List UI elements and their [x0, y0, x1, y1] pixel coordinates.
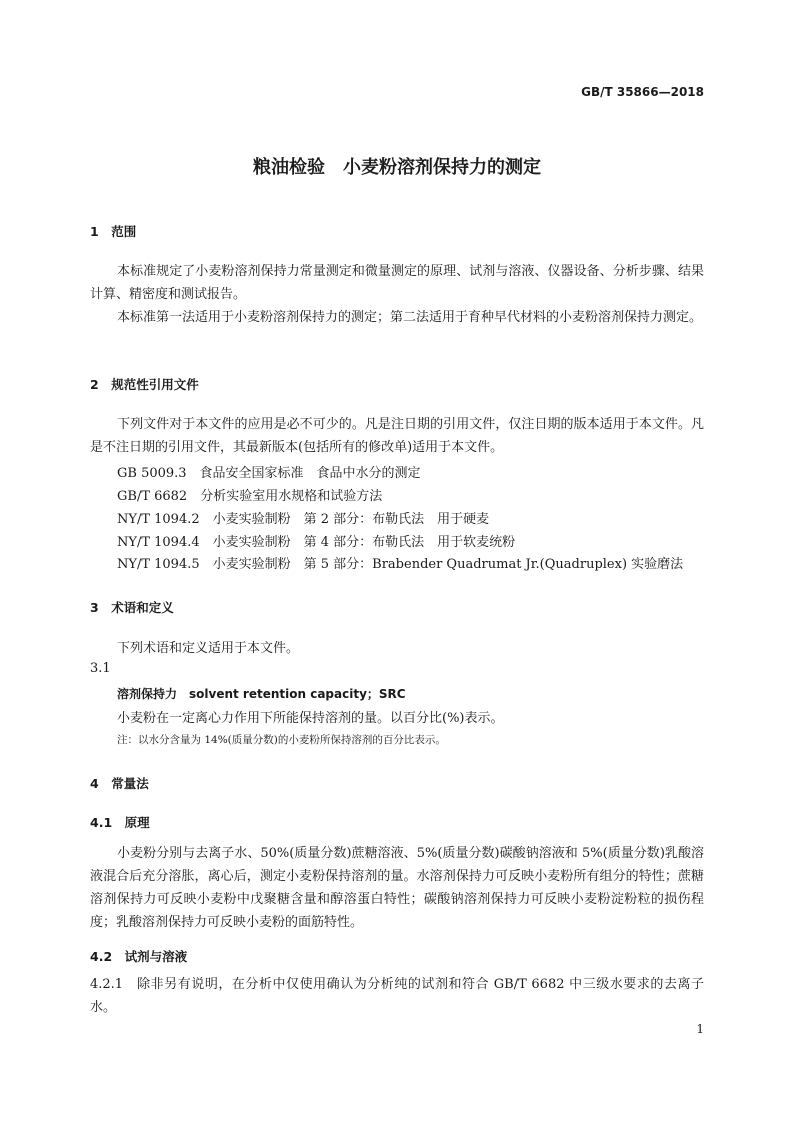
section-2-heading: 2 规范性引用文件: [90, 377, 199, 392]
section-2-paragraph: 下列文件对于本文件的应用是必不可少的。凡是注日期的引用文件，仅注日期的版本适用于本文件。凡是不注日期的引用文件，其最新版本(包括所有的修改单)适用于本文件。: [90, 417, 704, 455]
term-definition: 小麦粉在一定离心力作用下所能保持溶剂的量。以百分比(%)表示。: [117, 711, 504, 726]
page-number: 1: [696, 1022, 704, 1036]
document-title: 粮油检验 小麦粉溶剂保持力的测定: [253, 157, 541, 178]
reference-item: NY/T 1094.2 小麦实验制粉 第 2 部分：布勒氏法 用于硬麦: [117, 512, 490, 527]
subsection-4-1-paragraph: 小麦粉分别与去离子水、50%(质量分数)蔗糖溶液、5%(质量分数)碳酸钠溶液和 5%(质量分数)乳酸溶液混合后充分溶胀，离心后，测定小麦粉保持溶剂的量。水溶剂保持力可反映小麦粉所有组分的特性；蔗糖溶剂保持力可反映小麦粉中戊聚糖含量和醇溶蛋白特性；碳酸钠溶剂保持力可反映小麦粉淀粉粒的损伤程度；乳酸溶剂保持力可反映小麦粉的面筋特性。: [90, 846, 704, 930]
reference-item: GB 5009.3 食品安全国家标准 食品中水分的测定: [117, 466, 421, 481]
term-note: 注：以水分含量为 14%(质量分数)的小麦粉所保持溶剂的百分比表示。: [117, 734, 446, 746]
standard-number: GB/T 35866—2018: [581, 85, 704, 99]
subsection-4-1-heading: 4.1 原理: [90, 815, 150, 830]
section-1-paragraph-1: 本标准规定了小麦粉溶剂保持力常量测定和微量测定的原理、试剂与溶液、仪器设备、分析步骤、结果计算、精密度和测试报告。: [90, 264, 704, 302]
section-1-heading: 1 范围: [90, 224, 137, 239]
subsection-4-2-heading: 4.2 试剂与溶液: [90, 949, 188, 964]
reference-item: NY/T 1094.4 小麦实验制粉 第 4 部分：布勒氏法 用于软麦统粉: [117, 535, 516, 550]
section-3-heading: 3 术语和定义: [90, 600, 174, 615]
section-1-paragraph-2: 本标准第一法适用于小麦粉溶剂保持力的测定；第二法适用于育种早代材料的小麦粉溶剂保持力测定。: [117, 310, 703, 325]
clause-4-2-1-paragraph: 4.2.1 除非另有说明，在分析中仅使用确认为分析纯的试剂和符合 GB/T 6682 中三级水要求的去离子水。: [90, 977, 704, 1015]
section-3-paragraph: 下列术语和定义适用于本文件。: [117, 641, 300, 656]
section-4-heading: 4 常量法: [90, 776, 149, 791]
reference-item: NY/T 1094.5 小麦实验制粉 第 5 部分：Brabender Quadrumat Jr.(Quadruplex) 实验磨法: [117, 557, 684, 572]
reference-item: GB/T 6682 分析实验室用水规格和试验方法: [117, 489, 383, 504]
term-entry: 溶剂保持力 solvent retention capacity；SRC: [117, 687, 406, 701]
term-number: 3.1: [90, 661, 111, 676]
